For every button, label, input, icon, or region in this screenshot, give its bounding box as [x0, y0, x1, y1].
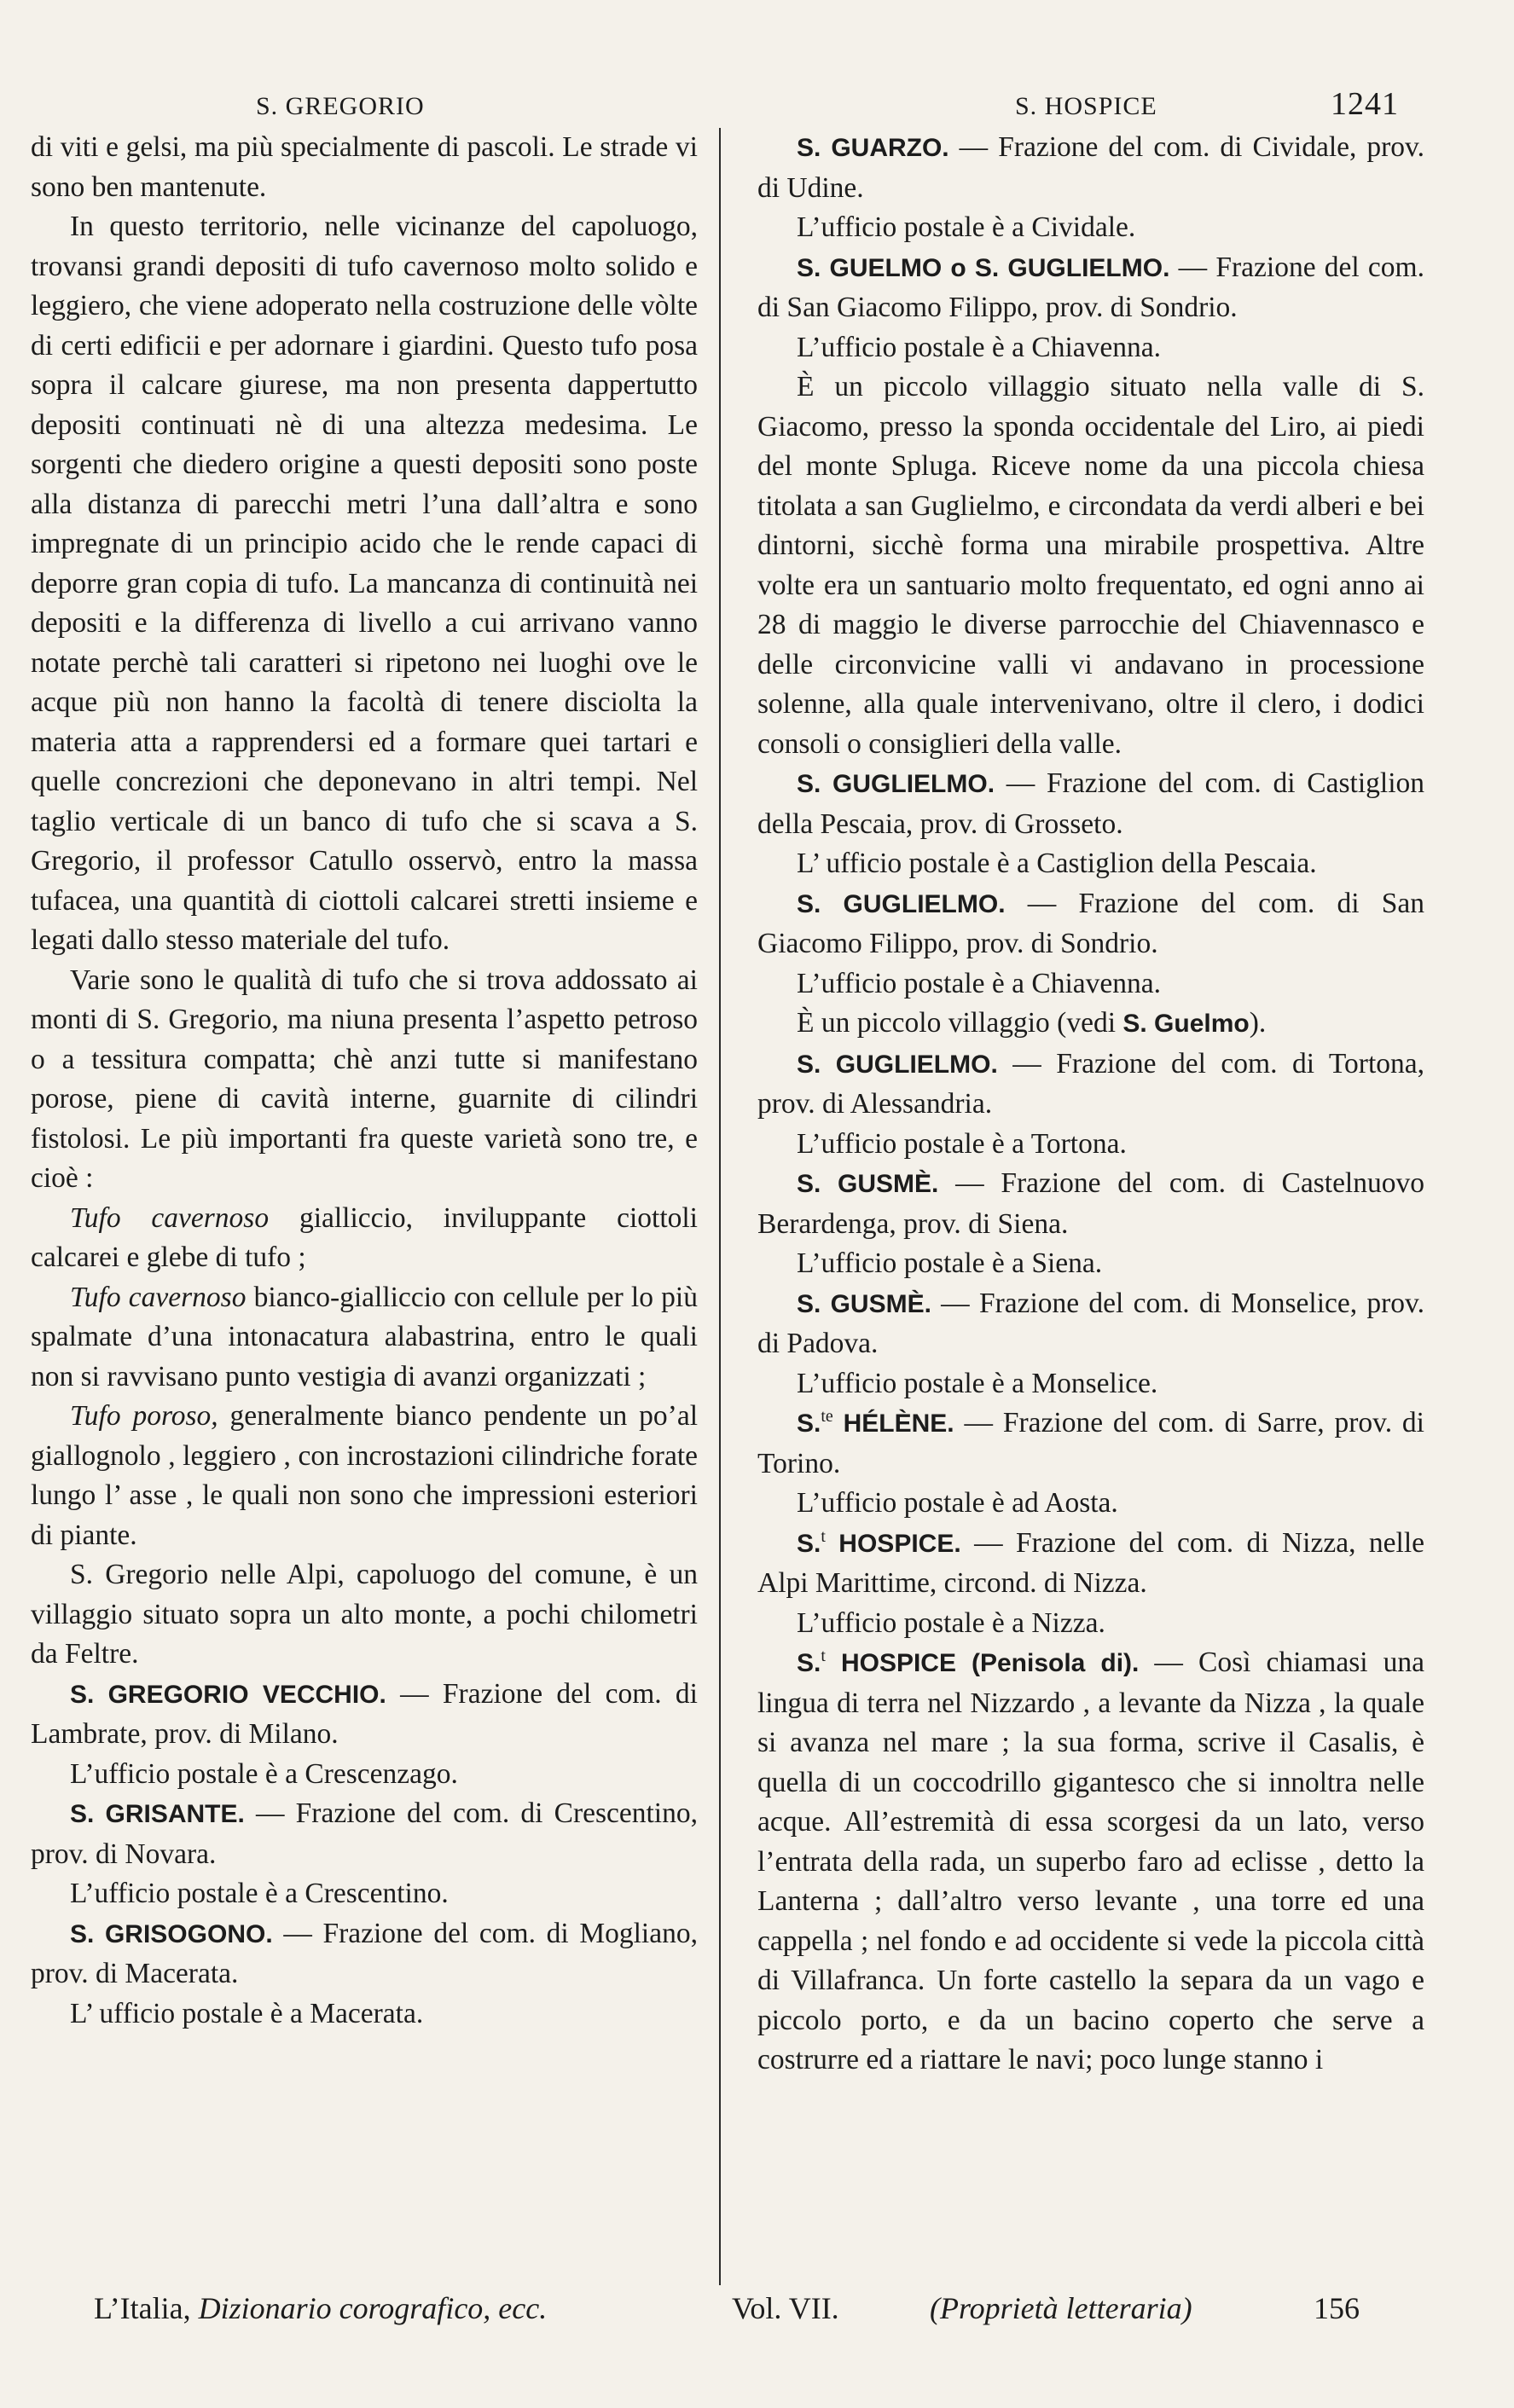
- text-run: — Frazione del com. di Crescentino, prov. di Novara.: [31, 1797, 698, 1870]
- paragraph: [31, 128, 698, 207]
- paragraph: [757, 844, 1424, 884]
- page-number: 1241: [1331, 86, 1399, 122]
- text-run: bianco-gialliccio con cellule per lo più spalmate d’una intonacatura alabastrina, entro le quali non si ravvisano punto vestigia di avanzi organizzati ;: [31, 1281, 698, 1392]
- text-run: — Frazione del com. di Monselice, prov. di Padova.: [757, 1287, 1425, 1359]
- text-run: L’ufficio postale è a Crescenzago.: [70, 1757, 458, 1790]
- entry-heading: S. GUSMÈ.: [797, 1289, 931, 1318]
- paragraph: [757, 884, 1424, 964]
- entry-heading: HOSPICE (Penisola di).: [825, 1649, 1140, 1677]
- text-run: L’ufficio postale è ad Aosta.: [797, 1487, 1118, 1519]
- paragraph: [757, 1244, 1424, 1284]
- paragraph: [31, 1994, 698, 2035]
- paragraph: [31, 961, 698, 1199]
- text-run: S. Gregorio nelle Alpi, capoluogo del comune, è un villaggio situato sopra un alto monte, a pochi chilometri da Feltre.: [31, 1559, 698, 1670]
- paragraph: [31, 1555, 698, 1675]
- text-run: — Frazione del com. di San Giacomo Filippo, prov. di Sondrio.: [757, 251, 1424, 323]
- paragraph: [31, 207, 698, 961]
- paragraph: [757, 1284, 1424, 1364]
- text-run: — Frazione del com. di Cividale, prov. di Udine.: [757, 131, 1424, 204]
- paragraph: [757, 1484, 1424, 1524]
- entry-heading: S. GRISOGONO.: [70, 1919, 273, 1948]
- text-run: — Frazione del com. di Mogliano, prov. di Macerata.: [31, 1917, 698, 1989]
- text-run: — Frazione del com. di Castelnuovo Berardenga, prov. di Siena.: [757, 1167, 1424, 1240]
- entry-heading: HÉLÈNE.: [832, 1409, 954, 1438]
- entry-heading: S.: [797, 1529, 821, 1558]
- entry-heading: S. GUARZO.: [797, 134, 949, 162]
- entry-heading: S.: [797, 1649, 821, 1677]
- entry-heading: S. GRISANTE.: [70, 1800, 245, 1828]
- paragraph: [757, 1164, 1424, 1244]
- paragraph: [31, 1278, 698, 1398]
- running-head-left: S. GREGORIO: [256, 92, 425, 120]
- footer-title-italic: Dizionario corografico, ecc.: [190, 2291, 548, 2325]
- text-run: L’ufficio postale è a Tortona.: [797, 1127, 1127, 1160]
- text-run: — Frazione del com. di San Giacomo Filippo, prov. di Sondrio.: [757, 887, 1424, 959]
- entry-heading: S. GUGLIELMO.: [797, 889, 1006, 918]
- text-run: — Frazione del com. di Nizza, nelle Alpi Marittime, circond. di Nizza.: [757, 1526, 1425, 1599]
- text-run: Tufo cavernoso: [70, 1281, 247, 1313]
- text-run: — Così chiamasi una lingua di terra nel Nizzardo , a levante da Nizza , la quale si avanza nel mare ; la sua forma, scrive il Casalis, è quella di un coccodrillo gigantesco che si innoltra nelle acque. All’estremità di essa scorgesi da un lato, verso l’entrata della rada, un superbo faro ad eclisse , detto la Lanterna ; dall’altro verso levante , una torre ed una cappella ; nel fondo e ad occidente si vede la piccola città di Villafranca. Un forte castello la separa da un vago e piccolo porto, e da un bacino coperto che serve a costrurre ed a riattare le navi; poco lunge stanno i: [757, 1647, 1424, 2075]
- paragraph: [757, 1045, 1424, 1125]
- entry-heading: S. GREGORIO VECCHIO.: [70, 1680, 386, 1709]
- paragraph: [31, 1675, 698, 1755]
- paragraph: [757, 328, 1424, 368]
- entry-heading: S. GUSMÈ.: [797, 1170, 939, 1198]
- text-run: L’ufficio postale è a Monselice.: [797, 1367, 1158, 1399]
- text-run: — Frazione del com. di Tortona, prov. di Alessandria.: [757, 1047, 1424, 1120]
- text-run: te: [821, 1406, 833, 1426]
- text-run: di viti e gelsi, ma più specialmente di pascoli. Le strade vi sono ben mantenute.: [31, 131, 698, 203]
- text-run: Tufo poroso,: [70, 1400, 218, 1432]
- text-run: — Frazione del com. di Lambrate, prov. di Milano.: [31, 1677, 698, 1750]
- paragraph: [757, 764, 1424, 844]
- left-column: [31, 128, 698, 2034]
- paragraph: [757, 1404, 1424, 1484]
- paragraph: [757, 1004, 1424, 1045]
- footer-title: [94, 2290, 547, 2326]
- text-run: In questo territorio, nelle vicinanze del capoluogo, trovansi grandi depositi di tufo cavernoso molto solido e leggiero, che viene adoperato nella costruzione delle vòlte di certi edificii e per adornare i giardini. Questo tufo posa sopra il calcare giurese, ma non presenta dappertutto depositi continuati nè di una altezza medesima. Le sorgenti che diedero origine a questi depositi sono poste alla distanza di parecchi metri l’una dall’altra e sono impregnate di un principio acido che le rende capaci di deporre gran copia di tufo. La mancanza di continuità nei depositi e la differenza di livello a cui arrivano vanno notate perchè tali caratteri si ripetono nei luoghi ove le acque più non hanno la facoltà di tenere disciolta la materia atta a rapprendersi ed a formare quei tartari e quelle concrezioni che deponevano in altri tempi. Nel taglio verticale di un banco di tufo che si scava a S. Gregorio, il professor Catullo osservò, entro la massa tufacea, una quantità di ciottoli calcarei stretti insieme e legati dallo stesso materiale del tufo.: [31, 211, 698, 956]
- entry-heading: S.: [797, 1409, 821, 1438]
- paragraph: [31, 1794, 698, 1874]
- text-run: L’ ufficio postale è a Castiglion della Pescaia.: [797, 848, 1317, 879]
- paragraph: [757, 1364, 1424, 1404]
- text-run: t: [821, 1646, 826, 1665]
- text-run: — Frazione del com. di Sarre, prov. di Torino.: [757, 1407, 1424, 1479]
- entry-heading: S. GUELMO o S. GUGLIELMO.: [797, 253, 1170, 282]
- right-column: [757, 128, 1424, 2081]
- text-run: — Frazione del com. di Castiglion della Pescaia, prov. di Grosseto.: [757, 767, 1424, 840]
- paragraph: [31, 1199, 698, 1278]
- entry-heading: HOSPICE.: [825, 1529, 961, 1558]
- text-run: L’ufficio postale è a Crescentino.: [70, 1878, 449, 1909]
- text-run: L’ufficio postale è a Chiavenna.: [797, 967, 1161, 999]
- text-run: Tufo cavernoso: [70, 1201, 270, 1234]
- footer-property: (Proprietà letteraria): [930, 2291, 1192, 2325]
- paragraph: [31, 1874, 698, 1914]
- text-run: Varie sono le qualità di tufo che si trova addossato ai monti di S. Gregorio, ma niuna presenta l’aspetto petroso o a tessitura compatta; chè anzi tutte si manifestano porose, piene di cavità interne, guarnite di cilindri fistolosi. Le più importanti fra queste varietà sono tre, e cioè :: [31, 964, 698, 1194]
- paragraph: [757, 1125, 1424, 1165]
- column-divider: [719, 128, 721, 2285]
- entry-heading: S. GUGLIELMO.: [797, 1050, 998, 1079]
- paragraph: [757, 128, 1424, 208]
- entry-heading: S. Guelmo: [1122, 1010, 1250, 1038]
- paragraph: [757, 1604, 1424, 1644]
- paragraph: [757, 1524, 1424, 1604]
- paragraph: [757, 964, 1424, 1004]
- text-run: ).: [1249, 1007, 1267, 1039]
- running-head-right: S. HOSPICE: [1015, 92, 1157, 120]
- text-run: gialliccio, inviluppante ciottoli calcarei e glebe di tufo ;: [31, 1201, 698, 1273]
- text-run: generalmente bianco pendente un po’al giallognolo , leggiero , con incrostazioni cilindriche forate lungo l’ asse , le quali non sono che impressioni esteriori di piante.: [31, 1400, 698, 1551]
- paragraph: [757, 1643, 1424, 2081]
- text-run: L’ ufficio postale è a Macerata.: [70, 1997, 424, 2029]
- paragraph: [31, 1397, 698, 1555]
- text-run: È un piccolo villaggio (vedi: [797, 1007, 1123, 1039]
- text-run: È un piccolo villaggio situato nella valle di S. Giacomo, presso la sponda occidentale del Liro, ai piedi del monte Spluga. Riceve nome da una piccola chiesa titolata a san Guglielmo, e circondata da verdi alberi e bei dintorni, sicchè forma una mirabile prospettiva. Altre volte era un santuario molto frequentato, ed ogni anno ai 28 di maggio le diverse parrocchie del Chiavennasco e delle circonvicine valli vi andavano in processione solenne, alla quale intervenivano, oltre il clero, i dodici consoli o consiglieri della valle.: [757, 371, 1424, 760]
- paragraph: [31, 1914, 698, 1994]
- text-run: L’ufficio postale è a Chiavenna.: [797, 331, 1161, 363]
- footer-title-plain: L’Italia,: [94, 2291, 191, 2325]
- text-run: L’ufficio postale è a Cividale.: [797, 211, 1136, 243]
- text-run: L’ufficio postale è a Siena.: [797, 1247, 1103, 1279]
- paragraph: [757, 208, 1424, 248]
- paragraph: [757, 368, 1424, 764]
- paragraph: [757, 248, 1424, 328]
- text-run: L’ufficio postale è a Nizza.: [797, 1606, 1105, 1639]
- entry-heading: S. GUGLIELMO.: [797, 770, 995, 798]
- footer-volume: Vol. VII.: [732, 2291, 839, 2325]
- paragraph: [31, 1755, 698, 1795]
- footer-sheet-number: 156: [1314, 2291, 1360, 2325]
- text-run: t: [821, 1526, 826, 1546]
